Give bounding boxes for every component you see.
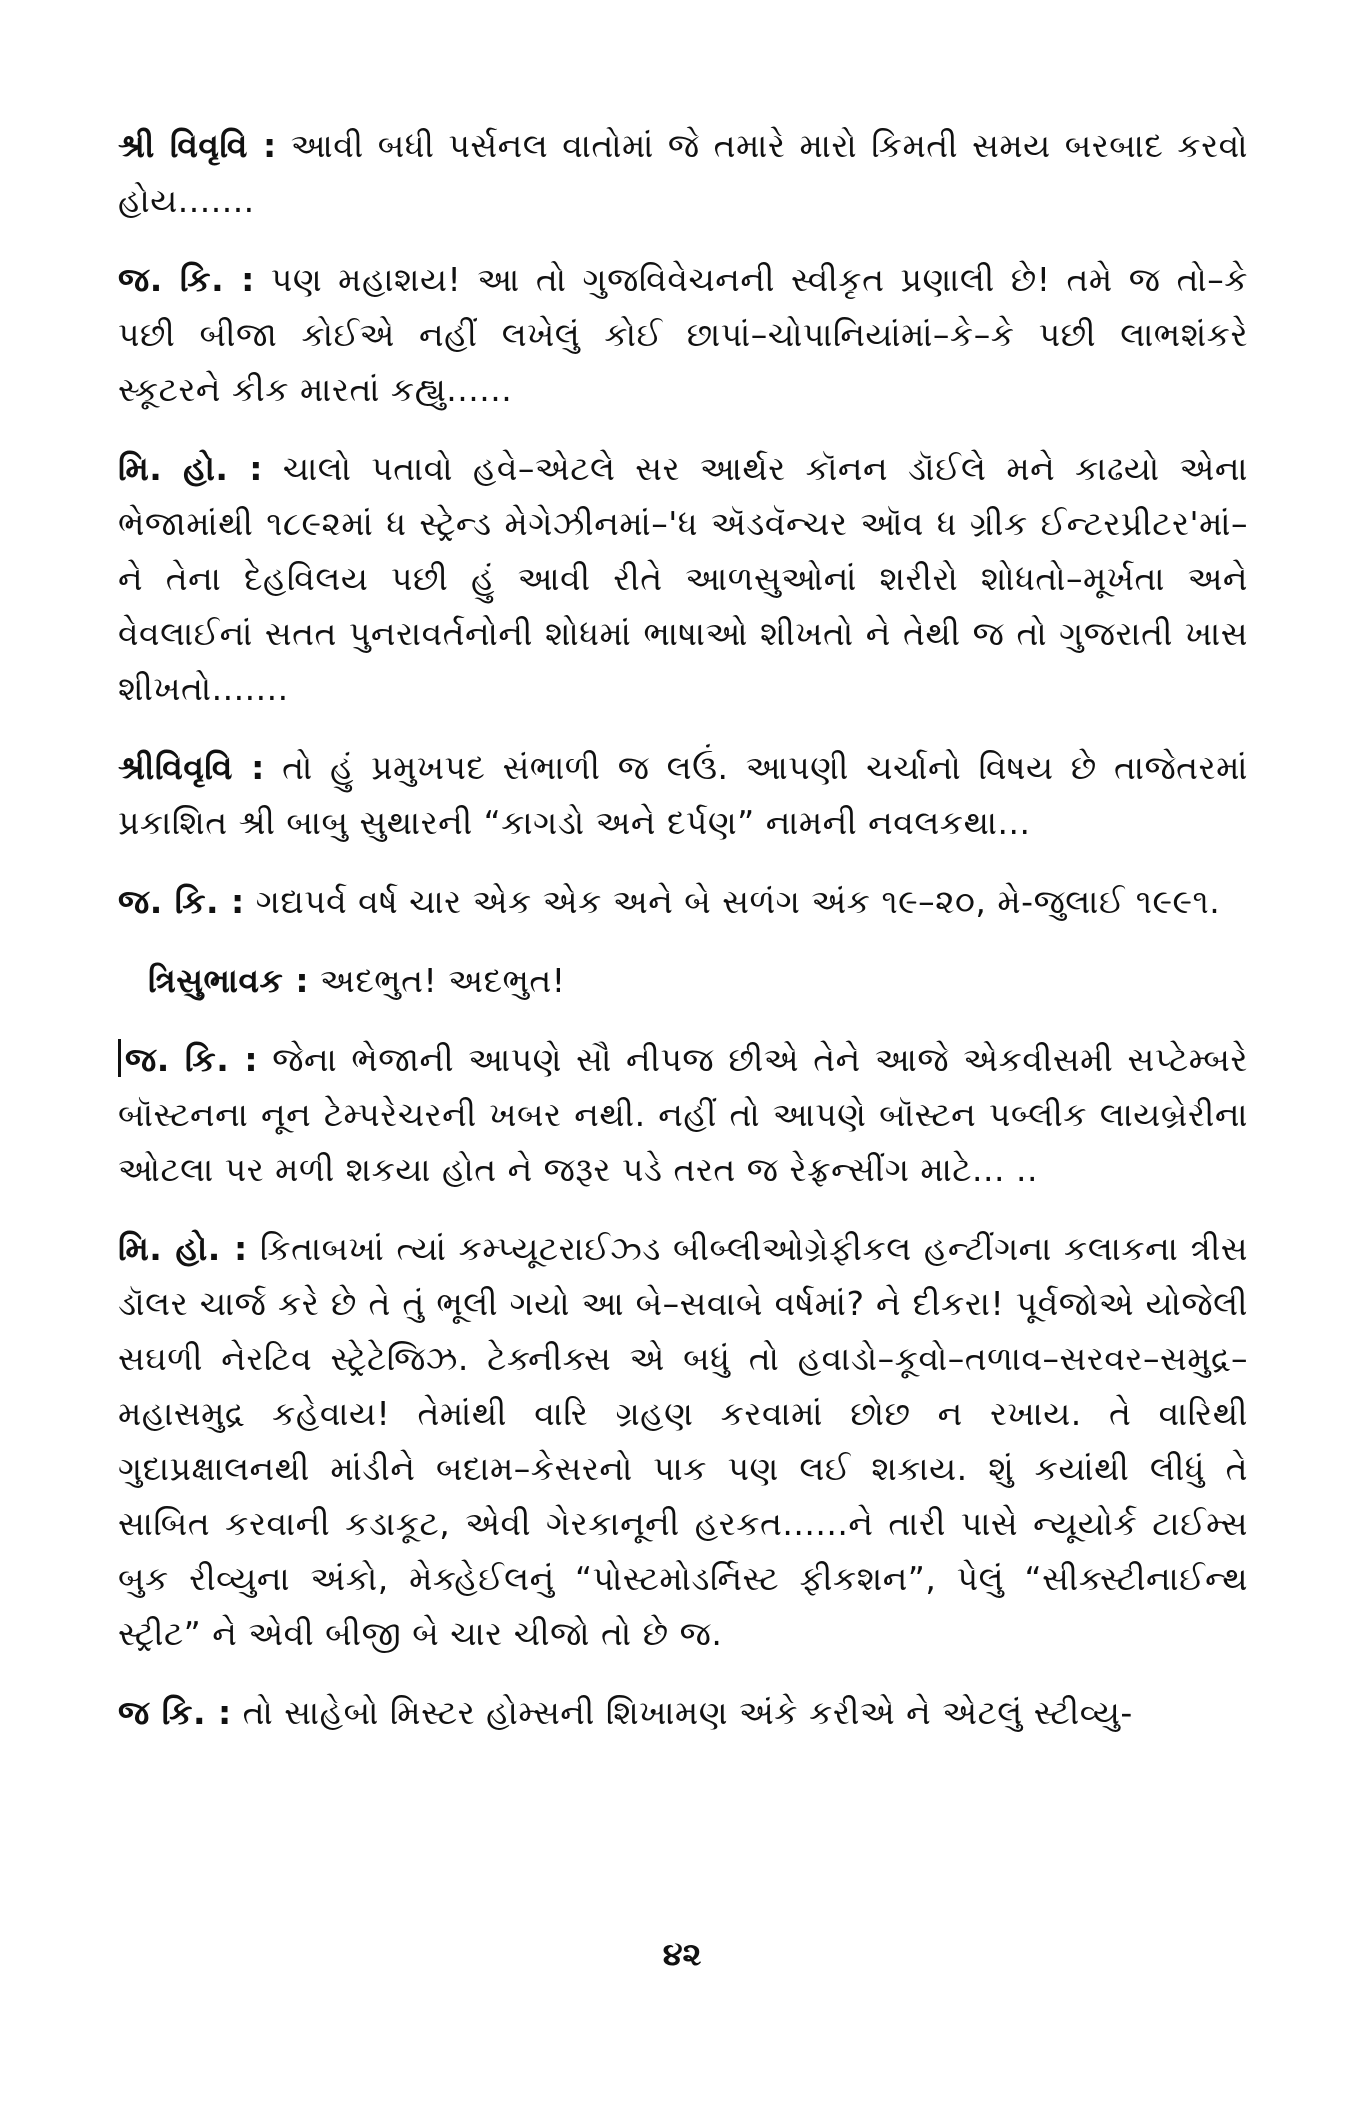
book-page (118, 118, 1248, 1764)
dialogue-paragraph (118, 874, 1248, 929)
dialogue-text: તો સાહેબો મિસ્ટર હોમ્સની શિખામણ અંકે કરીએ ને એટલું સ્ટીવ્યુ- (231, 1693, 1133, 1732)
speaker-label: શ્રી વિવૃવિ : (118, 126, 277, 165)
speaker-label: મિ. હો. : (118, 449, 263, 488)
dialogue-paragraph (118, 1221, 1248, 1661)
pen-mark (118, 1039, 121, 1077)
dialogue-text: જેના ભેજાની આપણે સૌ નીપજ છીએ તેને આજે એકવીસમી સપ્ટેમ્બરે બૉસ્ટનના નૂન ટેમ્પરેચરની ખબર નથી. નહીં તો આપણે બૉસ્ટન પબ્લીક લાયબ્રેરીના ઓટલા પર મળી શકયા હોત ને જરૂર પડે તરત જ રેફ્રન્સીંગ માટે... .. (118, 1040, 1248, 1189)
dialogue-paragraph (118, 1032, 1248, 1197)
dialogue-text: ચાલો પતાવો હવે–એટલે સર આર્થર કૉનન ડૉઈલે મને કાઢયો એના ભેજામાંથી ૧૮૯૨માં ધ સ્ટ્રેન્ડ મેગેઝીનમાં–'ધ ઍડવૅન્ચર ઑવ ધ ગ્રીક ઈન્ટરપ્રીટર'માં–ને તેના દેહવિલય પછી હું આવી રીતે આળસુઓનાં શરીરો શોધતો–મૂર્ખતા અને વેવલાઈનાં સતત પુનરાવર્તનોની શોધમાં ભાષાઓ શીખતો ને તેથી જ તો ગુજરાતી ખાસ શીખતો....... (118, 449, 1248, 708)
speaker-label: ત્રિસુભાવક : (148, 961, 310, 1000)
dialogue-text: કિતાબખાં ત્યાં કમ્પ્યૂટરાઈઝ્ડ બીબ્લીઓગ્રેફીકલ હન્ટીંગના કલાકના ત્રીસ ડૉલર ચાર્જ કરે છે તે તું ભૂલી ગયો આ બે–સવાબે વર્ષમાં? ને દીકરા! પૂર્વજોએ યોજેલી સઘળી નેરટિવ સ્ટ્રેટેજિઝ. ટેક્નીક્સ એ બધું તો હવાડો–કૂવો–તળાવ–સરવર–સમુદ્ર–મહાસમુદ્ર કહેવાય! તેમાંથી વારિ ગ્રહણ કરવામાં છોછ ન રખાય. તે વારિથી ગુદાપ્રક્ષાલનથી માંડીને બદામ–કેસરનો પાક પણ લઈ શકાય. શું કયાંથી લીધું તે સાબિત કરવાની કડાકૂટ, એવી ગેરકાનૂની હરકત......ને તારી પાસે ન્યૂયોર્ક ટાઈમ્સ બુક રીવ્યુના અંકો, મેક્હેઈલનું “પોસ્ટમોડર્નિસ્ટ ફીકશન”, પેલું “સીક્સ્ટીનાઈન્થ સ્ટ્રીટ” ને એવી બીજી બે ચાર ચીજો તો છે જ. (118, 1229, 1249, 1653)
speaker-label: જ. કિ. : (118, 260, 255, 299)
speaker-label: જ. કિ. : (125, 1040, 259, 1079)
speaker-label: શ્રીવિવૃવિ : (118, 748, 265, 787)
dialogue-text: તો હું પ્રમુખપદ સંભાળી જ લઉં. આપણી ચર્ચાનો વિષય છે તાજેતરમાં પ્રકાશિત શ્રી બાબુ સુથારની “કાગડો અને દર્પણ” નામની નવલકથા... (118, 748, 1248, 842)
dialogue-paragraph (118, 1685, 1248, 1740)
dialogue-paragraph (118, 252, 1248, 417)
page-number: ૪૨ (662, 1935, 702, 1973)
dialogue-paragraph (118, 118, 1248, 228)
dialogue-text: અદભુત! અદભુત! (309, 961, 566, 1000)
dialogue-text: આવી બધી પર્સનલ વાતોમાં જે તમારે મારો કિમતી સમય બરબાદ કરવો હોય....... (118, 126, 1248, 220)
dialogue-text: પણ મહાશય! આ તો ગુજવિવેચનની સ્વીકૃત પ્રણાલી છે! તમે જ તો–કે પછી બીજા કોઈએ નહીં લખેલું કોઈ છાપાં–ચોપાનિયાંમાં–કે–કે પછી લાભશંકરે સ્કૂટરને કીક મારતાં કહ્યુ...... (118, 260, 1248, 409)
speaker-label: મિ. હો. : (118, 1229, 248, 1268)
speaker-label: જ. કિ. : (118, 882, 245, 921)
dialogue-paragraph (118, 740, 1248, 850)
dialogue-paragraph (148, 953, 1248, 1008)
speaker-label: જ કિ. : (118, 1693, 232, 1732)
dialogue-paragraph (118, 441, 1248, 716)
dialogue-text: ગદ્યપર્વ વર્ષ ચાર એક એક અને બે સળંગ અંક ૧૯–૨૦, મે-જુલાઈ ૧૯૯૧. (244, 882, 1221, 921)
